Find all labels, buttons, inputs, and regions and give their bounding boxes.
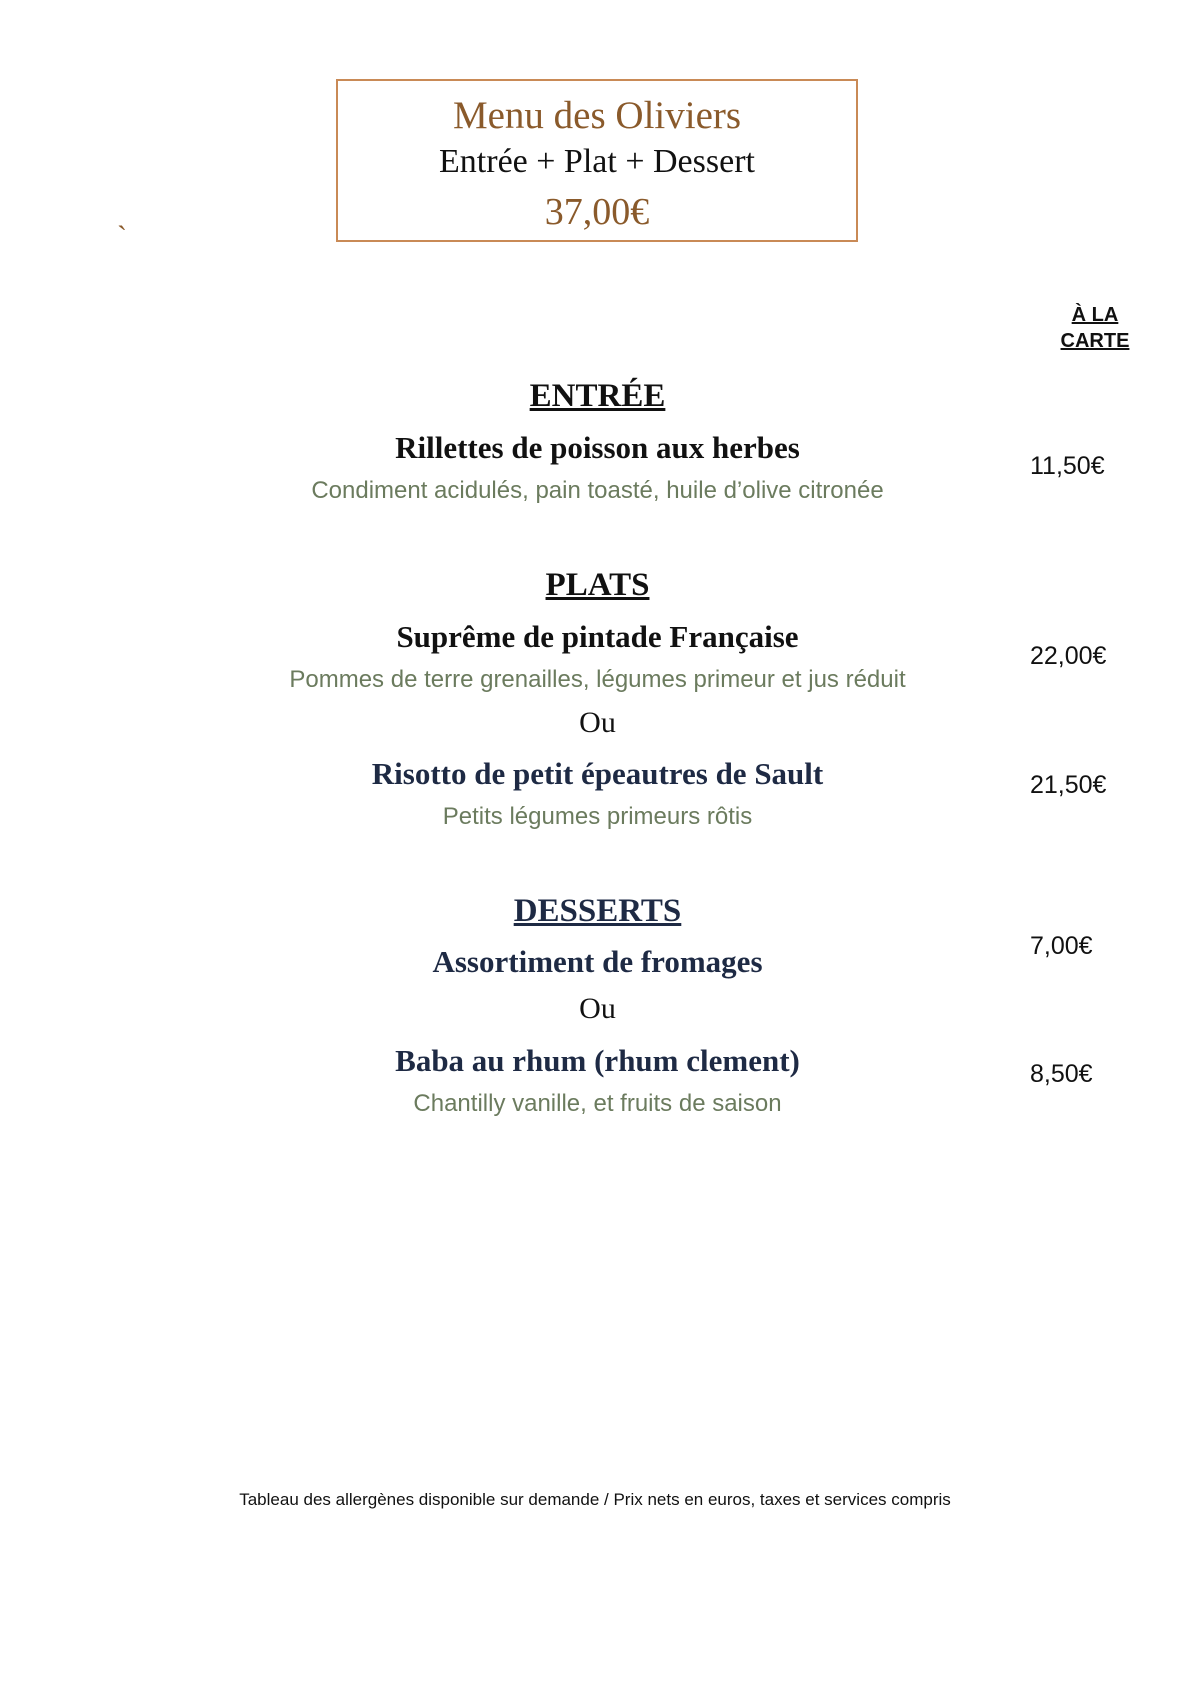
menu-title: Menu des Oliviers [452, 94, 742, 137]
menu-header-box [336, 79, 858, 242]
dish-description-supreme: Pommes de terre grenailles, légumes primeur et jus réduit [289, 666, 906, 693]
price-risotto: 21,50€ [1030, 771, 1107, 799]
dish-description-baba: Chantilly vanille, et fruits de saison [413, 1090, 782, 1117]
dish-description-rillettes: Condiment acidulés, pain toasté, huile d’olive citronée [311, 477, 884, 504]
price-fromages: 7,00€ [1030, 932, 1093, 960]
price-rillettes: 11,50€ [1030, 452, 1105, 480]
dish-name-supreme: Suprême de pintade Française [396, 619, 799, 654]
menu-price: 37,00€ [544, 191, 650, 233]
section-heading-plats: PLATS [545, 567, 650, 603]
dish-name-risotto: Risotto de petit épeautres de Sault [371, 756, 824, 791]
stray-mark: ` [117, 220, 127, 253]
dish-name-baba: Baba au rhum (rhum clement) [395, 1043, 800, 1078]
separator-ou-desserts: Ou [579, 992, 616, 1025]
dish-name-rillettes: Rillettes de poisson aux herbes [395, 430, 800, 465]
a-la-carte-line-2: CARTE [1060, 330, 1130, 352]
separator-ou-plats: Ou [579, 706, 616, 739]
price-baba: 8,50€ [1030, 1060, 1093, 1088]
dish-description-risotto: Petits légumes primeurs rôtis [442, 803, 753, 830]
menu-subtitle: Entrée + Plat + Dessert [439, 143, 755, 180]
section-heading-desserts: DESSERTS [513, 893, 682, 929]
dish-name-fromages: Assortiment de fromages [432, 944, 763, 979]
footer-allergen-note: Tableau des allergènes disponible sur demande / Prix nets en euros, taxes et services compris [239, 1490, 951, 1509]
a-la-carte-line-1: À LA [1071, 304, 1119, 326]
a-la-carte-label [1040, 302, 1150, 354]
section-heading-entree: ENTRÉE [529, 378, 666, 414]
price-supreme: 22,00€ [1030, 642, 1107, 670]
